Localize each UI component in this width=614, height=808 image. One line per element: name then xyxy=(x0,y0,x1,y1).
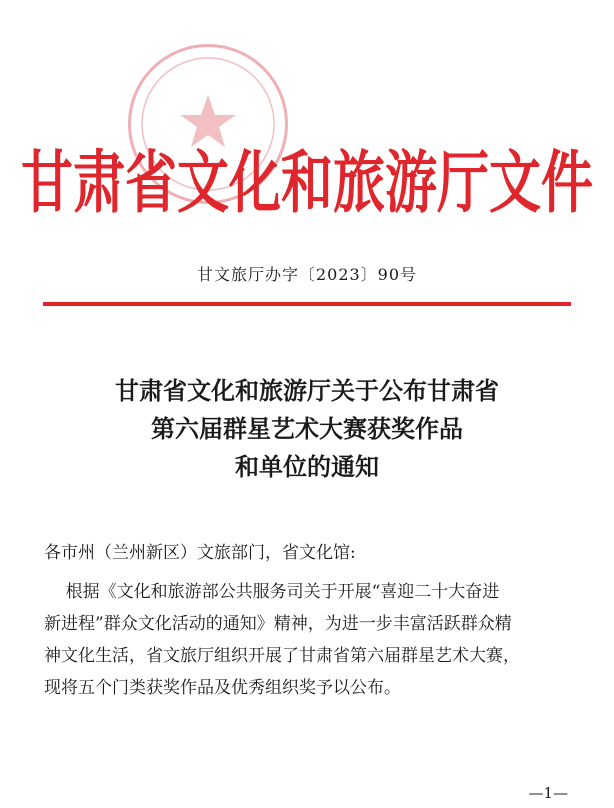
document-title xyxy=(0,372,614,486)
body-line: 神文化生活，省文旅厅组织开展了甘肃省第六届群星艺术大赛， xyxy=(44,646,520,666)
salutation: 各市州（兰州新区）文旅部门，省文化馆: xyxy=(44,543,356,563)
document-number: 甘文旅厅办字〔2023〕90号 xyxy=(196,265,418,284)
body-paragraph xyxy=(44,576,574,704)
header-divider xyxy=(43,302,571,306)
document-title-line: 第六届群星艺术大赛获奖作品 xyxy=(151,414,463,443)
document-title-line: 和单位的通知 xyxy=(235,452,379,481)
body-line: 新进程”群众文化活动的通知》精神，为进一步丰富活跃群众精 xyxy=(44,614,512,634)
document-title-line: 甘肃省文化和旅游厅关于公布甘肃省 xyxy=(115,376,499,405)
page-number: —1— xyxy=(528,784,568,802)
body-line: 现将五个门类获奖作品及优秀组织奖予以公布。 xyxy=(44,678,401,698)
body-line: 根据《文化和旅游部公共服务司关于开展“喜迎二十大奋进 xyxy=(44,582,500,602)
document-header-title: 甘肃省文化和旅游厅文件 xyxy=(20,144,593,223)
